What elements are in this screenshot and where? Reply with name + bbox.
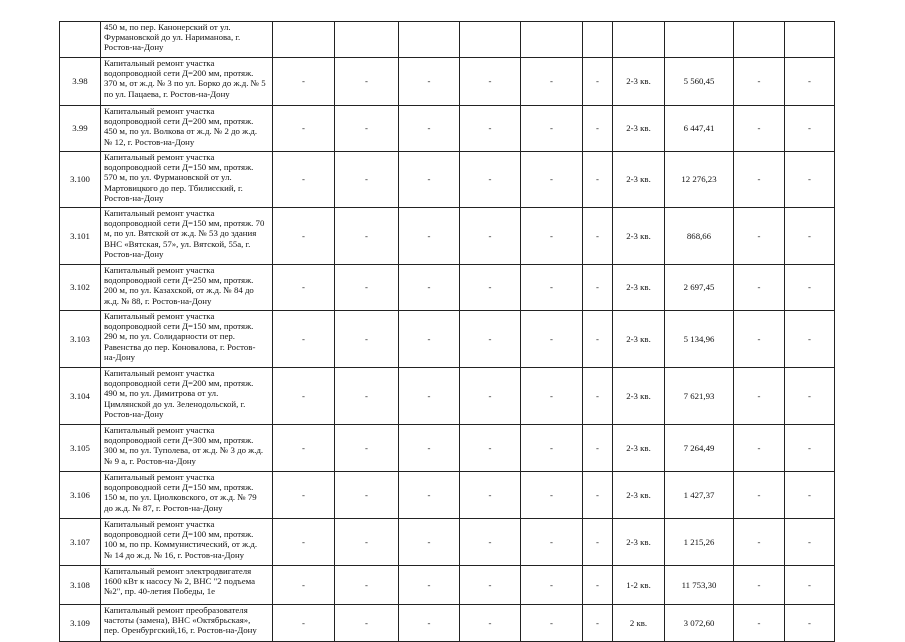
value-cell-6: -: [583, 519, 613, 566]
value-cell-2: -: [335, 368, 399, 425]
value-cell-3: -: [399, 368, 460, 425]
value-cell-1: -: [273, 425, 335, 472]
table-row: [60, 519, 835, 566]
value-cell-5: -: [521, 425, 583, 472]
period-cell: 2-3 кв.: [613, 265, 665, 311]
value-cell-8: -: [785, 566, 835, 605]
value-cell-1: [273, 22, 335, 58]
row-number-cell: 3.102: [60, 265, 101, 311]
period-cell: 2-3 кв.: [613, 472, 665, 519]
value-cell-7: -: [734, 208, 785, 265]
value-cell-7: -: [734, 566, 785, 605]
amount-cell: 6 447,41: [665, 106, 734, 152]
amount-cell: 11 753,30: [665, 566, 734, 605]
value-cell-7: -: [734, 472, 785, 519]
value-cell-7: -: [734, 265, 785, 311]
value-cell-5: -: [521, 208, 583, 265]
work-description-cell: Капитальный ремонт участка водопроводной сети Д=200 мм, протяж. 450 м, по ул. Волкова от ж.д. № 2 до ж.д. № 12, г. Ростов-на-Дону: [101, 106, 273, 152]
value-cell-5: [521, 22, 583, 58]
row-number-cell: 3.105: [60, 425, 101, 472]
value-cell-4: -: [460, 566, 521, 605]
value-cell-3: -: [399, 106, 460, 152]
value-cell-6: -: [583, 58, 613, 106]
value-cell-5: -: [521, 106, 583, 152]
value-cell-4: -: [460, 208, 521, 265]
value-cell-1: -: [273, 311, 335, 368]
value-cell-8: -: [785, 311, 835, 368]
value-cell-7: -: [734, 58, 785, 106]
value-cell-5: -: [521, 152, 583, 208]
value-cell-8: -: [785, 265, 835, 311]
value-cell-1: -: [273, 472, 335, 519]
value-cell-4: -: [460, 265, 521, 311]
value-cell-8: -: [785, 519, 835, 566]
work-description-cell: Капитальный ремонт участка водопроводной сети Д=200 мм, протяж. 370 м, от ж.д. № 3 по ул. Борко до ж.д. № 5 по ул. Пацаева, г. Ростов-на-Дону: [101, 58, 273, 106]
value-cell-1: -: [273, 519, 335, 566]
period-cell: 2-3 кв.: [613, 152, 665, 208]
amount-cell: [665, 22, 734, 58]
value-cell-4: -: [460, 152, 521, 208]
table-row: [60, 566, 835, 605]
amount-cell: 5 560,45: [665, 58, 734, 106]
value-cell-5: -: [521, 472, 583, 519]
period-cell: 2-3 кв.: [613, 425, 665, 472]
work-description-cell: Капитальный ремонт участка водопроводной сети Д=300 мм, протяж. 300 м, по ул. Туполева, от ж.д. № 3 до ж.д. № 9 а, г. Ростов-на-Дону: [101, 425, 273, 472]
period-cell: 1-2 кв.: [613, 566, 665, 605]
table-row: [60, 152, 835, 208]
value-cell-5: -: [521, 311, 583, 368]
value-cell-3: -: [399, 472, 460, 519]
row-number-cell: 3.101: [60, 208, 101, 265]
value-cell-7: -: [734, 519, 785, 566]
value-cell-2: -: [335, 58, 399, 106]
value-cell-5: -: [521, 368, 583, 425]
value-cell-6: -: [583, 152, 613, 208]
amount-cell: 7 621,93: [665, 368, 734, 425]
value-cell-6: -: [583, 106, 613, 152]
amount-cell: 5 134,96: [665, 311, 734, 368]
value-cell-2: -: [335, 605, 399, 642]
row-number-cell: 3.109: [60, 605, 101, 642]
period-cell: 2-3 кв.: [613, 208, 665, 265]
value-cell-6: [583, 22, 613, 58]
value-cell-6: -: [583, 472, 613, 519]
value-cell-8: -: [785, 152, 835, 208]
value-cell-7: -: [734, 605, 785, 642]
value-cell-2: -: [335, 519, 399, 566]
work-description-cell: Капитальный ремонт участка водопроводной сети Д=100 мм, протяж. 100 м, по пр. Коммунистический, от ж.д. № 14 до ж.д. № 16, г. Ростов-на-Дону: [101, 519, 273, 566]
value-cell-8: -: [785, 58, 835, 106]
value-cell-4: -: [460, 106, 521, 152]
value-cell-7: -: [734, 106, 785, 152]
value-cell-4: -: [460, 368, 521, 425]
value-cell-1: -: [273, 58, 335, 106]
value-cell-6: -: [583, 368, 613, 425]
value-cell-4: -: [460, 519, 521, 566]
row-number-cell: 3.98: [60, 58, 101, 106]
amount-cell: 1 215,26: [665, 519, 734, 566]
value-cell-1: -: [273, 368, 335, 425]
value-cell-3: -: [399, 566, 460, 605]
value-cell-1: -: [273, 208, 335, 265]
value-cell-2: -: [335, 566, 399, 605]
table-row: [60, 22, 835, 58]
value-cell-2: -: [335, 106, 399, 152]
value-cell-2: -: [335, 472, 399, 519]
amount-cell: 2 697,45: [665, 265, 734, 311]
period-cell: 2-3 кв.: [613, 519, 665, 566]
value-cell-1: -: [273, 265, 335, 311]
value-cell-8: -: [785, 106, 835, 152]
value-cell-4: -: [460, 425, 521, 472]
value-cell-5: -: [521, 566, 583, 605]
table-row: [60, 265, 835, 311]
value-cell-4: -: [460, 605, 521, 642]
value-cell-5: -: [521, 58, 583, 106]
row-number-cell: 3.104: [60, 368, 101, 425]
row-number-cell: 3.100: [60, 152, 101, 208]
row-number-cell: 3.108: [60, 566, 101, 605]
value-cell-7: -: [734, 311, 785, 368]
amount-cell: 7 264,49: [665, 425, 734, 472]
work-description-cell: Капитальный ремонт участка водопроводной сети Д=250 мм, протяж. 200 м, по ул. Казахской, от ж.д. № 84 до ж.д. № 88, г. Ростов-на-Дону: [101, 265, 273, 311]
period-cell: 2-3 кв.: [613, 106, 665, 152]
value-cell-1: -: [273, 605, 335, 642]
work-description-cell: Капитальный ремонт участка водопроводной сети Д=150 мм, протяж. 70 м, по ул. Вятской от ж.д. № 53 до здания ВНС «Вятская, 57», ул. Вятской, 55а, г. Ростов-на-Дону: [101, 208, 273, 265]
value-cell-7: -: [734, 368, 785, 425]
amount-cell: 1 427,37: [665, 472, 734, 519]
value-cell-1: -: [273, 106, 335, 152]
value-cell-8: -: [785, 425, 835, 472]
period-cell: 2 кв.: [613, 605, 665, 642]
value-cell-3: -: [399, 425, 460, 472]
value-cell-6: -: [583, 566, 613, 605]
work-description-cell: Капитальный ремонт электродвигателя 1600 кВт к насосу № 2, ВНС "2 подъема №2", пр. 40-летия Победы, 1е: [101, 566, 273, 605]
value-cell-6: -: [583, 311, 613, 368]
value-cell-6: -: [583, 208, 613, 265]
value-cell-8: -: [785, 605, 835, 642]
value-cell-5: -: [521, 519, 583, 566]
value-cell-8: [785, 22, 835, 58]
value-cell-2: -: [335, 311, 399, 368]
amount-cell: 3 072,60: [665, 605, 734, 642]
value-cell-4: -: [460, 472, 521, 519]
table-row: [60, 605, 835, 642]
value-cell-6: -: [583, 605, 613, 642]
table-row: [60, 311, 835, 368]
table-row: [60, 208, 835, 265]
value-cell-7: -: [734, 425, 785, 472]
row-number-cell: 3.103: [60, 311, 101, 368]
value-cell-2: [335, 22, 399, 58]
value-cell-3: -: [399, 605, 460, 642]
value-cell-2: -: [335, 265, 399, 311]
value-cell-5: -: [521, 605, 583, 642]
work-description-cell: Капитальный ремонт участка водопроводной сети Д=150 мм, протяж. 290 м, по ул. Солидарности от пер. Равенства до пер. Коновалова, г. Ростов- на-Дону: [101, 311, 273, 368]
work-description-cell: Капитальный ремонт участка водопроводной сети Д=200 мм, протяж. 490 м, по ул. Димитрова от ул. Цимлянской до ул. Зеленодольской, г. Ростов-на-Дону: [101, 368, 273, 425]
row-number-cell: 3.106: [60, 472, 101, 519]
work-description-cell: Капитальный ремонт участка водопроводной сети Д=150 мм, протяж. 570 м, по ул. Фурмановской от ул. Мартовицкого до пер. Тбилисский, г. Ростов-на-Дону: [101, 152, 273, 208]
period-cell: 2-3 кв.: [613, 58, 665, 106]
work-description-cell: 450 м, по пер. Канонерский от ул. Фурмановской до ул. Нариманова, г. Ростов-на-Дону: [101, 22, 273, 58]
period-cell: 2-3 кв.: [613, 311, 665, 368]
period-cell: 2-3 кв.: [613, 368, 665, 425]
value-cell-3: -: [399, 519, 460, 566]
value-cell-2: -: [335, 208, 399, 265]
value-cell-3: [399, 22, 460, 58]
value-cell-8: -: [785, 368, 835, 425]
row-number-cell: 3.99: [60, 106, 101, 152]
value-cell-2: -: [335, 152, 399, 208]
value-cell-4: -: [460, 311, 521, 368]
value-cell-7: -: [734, 152, 785, 208]
work-description-cell: Капитальный ремонт преобразователя частоты (замена), ВНС «Октябрьская», пер. Оренбургский,16, г. Ростов-на-Дону: [101, 605, 273, 642]
value-cell-8: -: [785, 208, 835, 265]
value-cell-4: [460, 22, 521, 58]
row-number-cell: [60, 22, 101, 58]
amount-cell: 12 276,23: [665, 152, 734, 208]
value-cell-3: -: [399, 58, 460, 106]
value-cell-8: -: [785, 472, 835, 519]
value-cell-1: -: [273, 566, 335, 605]
value-cell-1: -: [273, 152, 335, 208]
value-cell-6: -: [583, 425, 613, 472]
value-cell-3: -: [399, 311, 460, 368]
value-cell-3: -: [399, 152, 460, 208]
value-cell-3: -: [399, 265, 460, 311]
capital-repair-table: [59, 21, 835, 642]
value-cell-6: -: [583, 265, 613, 311]
table-body: [60, 22, 835, 642]
period-cell: [613, 22, 665, 58]
table-row: [60, 425, 835, 472]
row-number-cell: 3.107: [60, 519, 101, 566]
table-row: [60, 368, 835, 425]
table-row: [60, 106, 835, 152]
value-cell-2: -: [335, 425, 399, 472]
table-row: [60, 472, 835, 519]
table-row: [60, 58, 835, 106]
value-cell-3: -: [399, 208, 460, 265]
work-description-cell: Капитальный ремонт участка водопроводной сети Д=150 мм, протяж. 150 м, по ул. Циолковского, от ж.д. № 79 до ж.д. № 87, г. Ростов-на-Дону: [101, 472, 273, 519]
value-cell-4: -: [460, 58, 521, 106]
amount-cell: 868,66: [665, 208, 734, 265]
value-cell-5: -: [521, 265, 583, 311]
value-cell-7: [734, 22, 785, 58]
